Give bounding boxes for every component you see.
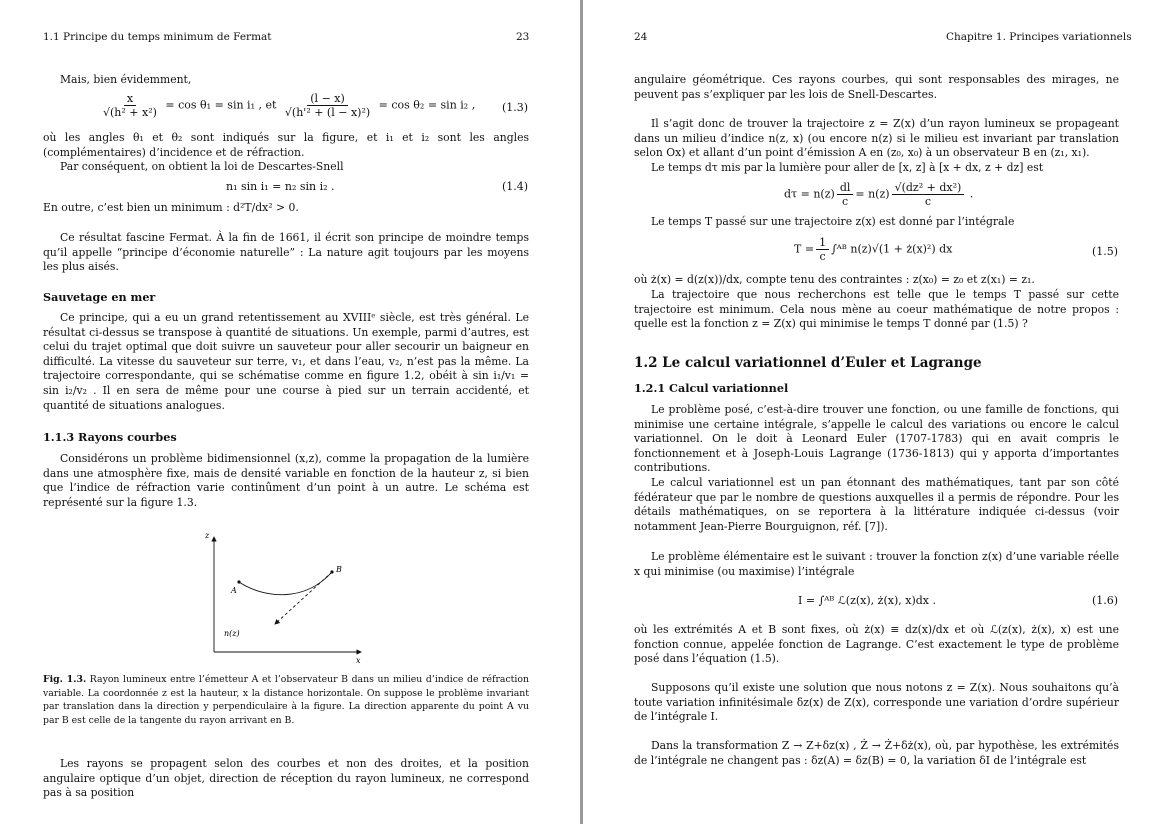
subsection-heading: 1.1.3 Rayons courbes [43,430,177,444]
paragraph: Le temps T passé sur une trajectoire z(x) est donné par l’intégrale [651,215,1015,228]
equation-number: (1.4) [502,180,529,193]
paragraph: Ce principe, qui a eu un grand retentissement au XVIIIᵉ siècle, est très général. Le résultat ci-dessus se transpose à quantité de situations. Un exemple, parmi d’autres, est celui du trajet optimal que doit suivre un sauveteur pour aller secourir un baigneur en difficulté. La vitesse du sauveteur sur terre, v₁, et dans l’eau, v₂, n’est pas la même. La trajectoire correspondante, qui se schématise comme en figure 1.2, obéit à sin i₁/v₁ = sin i₂/v₂ . Il en sera de même pour une course à pied sur un terrain accidenté, et quantité de situations analogues. [43,311,529,412]
paragraph: Par conséquent, on obtient la loi de Descartes-Snell [60,160,344,173]
paragraph: Il s’agit donc de trouver la trajectoire z = Z(x) d’un rayon lumineux se propageant dans un milieu d’indice n(z, x) (ou encore n(z) si le milieu est invariant par translation selon Ox) et allant d’un point d’émission A en (z₀, x₀) à un observateur B en (z₁, x₁). [634,117,1119,160]
paragraph: Dans la transformation Z → Z+δz(x) , Ż → Ż+δż(x), où, par hypothèse, les extrémités de l’intégrale ne changent pas : δz(A) = δz(B) = 0, la variation δI de l’intégrale est [634,739,1119,767]
page-number: 24 [634,31,648,43]
equation-1-6: I = ∫ᴬᴮ ℒ(z(x), ż(x), x)dx . [798,594,936,607]
point-b [330,570,333,573]
left-page [0,0,580,824]
caption-text: Rayon lumineux entre l’émetteur A et l’observateur B dans un milieu d’indice de réfraction variable. La coordonnée z est la hauteur, x la distance horizontale. On suppose le problème invariant par translation dans la direction y perpendiculaire à la figure. La direction apparente du point A vu par B est celle de la tangente du rayon arrivant en B. [43,674,529,726]
section-heading: 1.2 Le calcul variationnel d’Euler et Lagrange [634,355,982,371]
subsection-heading: 1.2.1 Calcul variationnel [634,381,789,395]
caption-label: Fig. 1.3. [43,674,87,685]
z-label: z [205,531,210,540]
paragraph: Les rayons se propagent selon des courbes et non des droites, et la position angulaire optique d’un objet, direction de réception du rayon lumineux, ne correspond pas à sa position [43,757,529,800]
page-number: 23 [516,31,530,43]
paragraph: où ż(x) = d(z(x))/dx, compte tenu des contraintes : z(x₀) = z₀ et z(x₁) = z₁. [634,273,1035,286]
light-ray-curve [239,572,332,595]
paragraph: angulaire géométrique. Ces rayons courbes, qui sont responsables des mirages, ne peuvent pas s’expliquer par les lois de Snell-Descartes. [634,73,1119,101]
equation-dtau: dτ = n(z) $\frac{dl}{c}$ = n(z) $\frac{\text{√(dz² + dx²)}}{c}$ . [784,181,974,208]
point-a [237,580,240,583]
paragraph: En outre, c’est bien un minimum : d²T/dx² > 0. [43,201,299,214]
paragraph: Ce résultat fascine Fermat. À la fin de 1661, il écrit son principe de moindre temps qu’il appelle “principe d’économie naturelle” : La nature agit toujours par les moyens les plus aisés. [43,231,529,274]
b-label: B [336,565,342,574]
paragraph: La trajectoire que nous recherchons est telle que le temps T passé sur cette trajectoire est minimum. Cela nous mène au coeur mathématique de notre propos : quelle est la fonction z = Z(x) qui minimise le temps T donné par (1.5) ? [634,288,1119,331]
apparent-direction-arrow [275,572,332,624]
paragraph: où les extrémités A et B sont fixes, où ż(x) ≡ dz(x)/dx et où ℒ(z(x), ż(x), x) est une fonction connue, appelée fonction de Lagrange. C’est exactement le type de problème posé dans l’équation (1.5). [634,623,1119,666]
equation-number: (1.6) [1092,594,1119,607]
a-label: A [231,586,237,595]
paragraph: Le calcul variationnel est un pan étonnant des mathématiques, tant par son côté fédérateur que par le nombre de questions auxquelles il a permis de répondre. Pour les détails mathématiques, on se reportera à la littérature indiquée ci-dessus (voir notamment Jean-Pierre Bourguignon, réf. [7]). [634,476,1119,533]
equation-number: (1.3) [502,101,529,114]
equation-1-3: $\frac{x}{\text{√(h² + x²)}}$ = cos θ₁ = sin i₁ , et $\frac{(l - x)}{\text{√(h'² + (l − x)²)}}$ = cos θ₂ = sin i₂ , [103,92,476,119]
figure-1-3 [195,527,375,669]
running-header: Chapitre 1. Principes variationnels [946,31,1132,43]
paragraph: où les angles θ₁ et θ₂ sont indiqués sur la figure, et i₁ et i₂ sont les angles (complémentaires) d’incidence et de réfraction. [43,131,529,159]
paragraph: Le temps dτ mis par la lumière pour aller de [x, z] à [x + dx, z + dz] est [651,161,1044,174]
paragraph: Considérons un problème bidimensionnel (x,z), comme la propagation de la lumière dans une atmosphère fixe, mais de densité variable en fonction de la hauteur z, si bien que l’indice de réfraction varie continûment d’un point à un autre. Le schéma est représenté sur la figure 1.3. [43,452,529,509]
paragraph: Mais, bien évidemment, [60,73,192,86]
equation-number: (1.5) [1092,245,1119,258]
equation-1-5: T = $\frac{1}{c}$ ∫ᴬᴮ n(z)√(1 + ż(x)²) dx [794,236,953,263]
paragraph: Le problème posé, c’est-à-dire trouver une fonction, ou une famille de fonctions, qui minimise une certaine intégrale, s’appelle le calcul des variations ou encore le calcul variationnel. On le doit à Leonard Euler (1707-1783) qui en avait compris le fonctionnement et à Joseph-Louis Lagrange (1736-1813) qui y apporta d’importantes contributions. [634,403,1119,475]
figure-caption [43,673,529,727]
right-page [583,0,1172,824]
equation-1-4: n₁ sin i₁ = n₂ sin i₂ . [226,180,335,193]
x-label: x [356,656,361,665]
paragraph: Le problème élémentaire est le suivant : trouver la fonction z(x) d’une variable réelle x qui minimise (ou maximise) l’intégrale [634,550,1119,578]
section-heading: Sauvetage en mer [43,290,156,304]
running-header: 1.1 Principe du temps minimum de Fermat [43,31,272,43]
paragraph: Supposons qu’il existe une solution que nous notons z = Z(x). Nous souhaitons qu’à toute variation infinitésimale δz(x) de Z(x), corresponde une variation d’ordre supérieur de l’intégrale I. [634,681,1120,724]
n-label: n(z) [224,629,240,638]
